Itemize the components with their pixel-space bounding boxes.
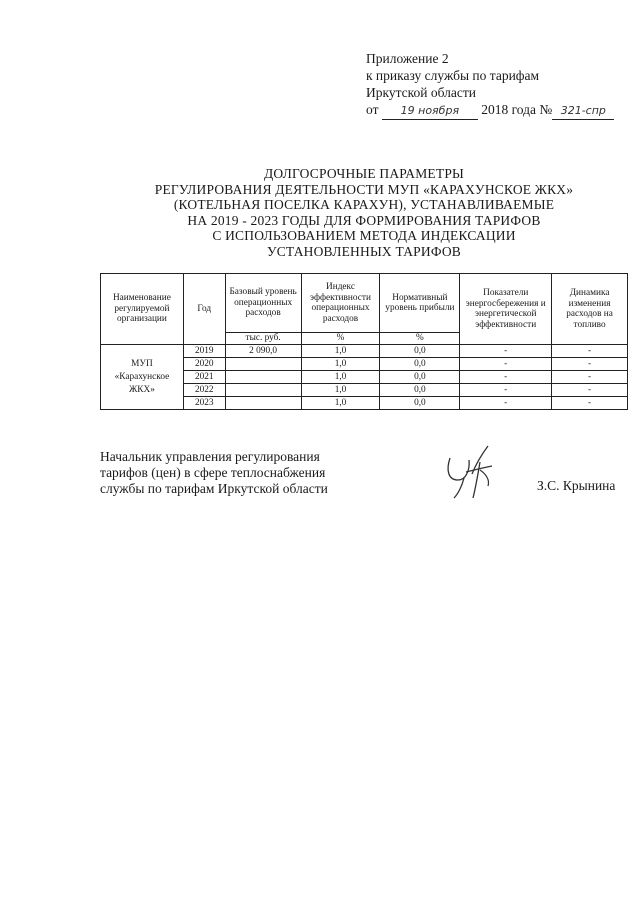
org-name-line-2: «Карахунское (114, 371, 170, 382)
header-index: Индекс эффективности операционных расходов (301, 274, 380, 333)
org-name-line-1: МУП (131, 358, 153, 369)
header-energy: Показатели энергосбережения и энергетической эффективности (460, 274, 552, 345)
date-field (382, 101, 478, 120)
signatory-block (100, 449, 328, 497)
appendix-line-3: Иркутской области (366, 85, 477, 100)
title-line-1: ДОЛГОСРОЧНЫЕ ПАРАМЕТРЫ (263, 166, 465, 181)
cell-year: 2020 (183, 358, 225, 371)
cell-profit: 0,0 (380, 371, 460, 384)
title-line-3: (КОТЕЛЬНАЯ ПОСЕЛКА КАРАХУН), УСТАНАВЛИВАЕМЫЕ (173, 197, 555, 212)
signatory-line-1: Начальник управления регулирования (100, 449, 320, 464)
cell-base (225, 397, 301, 410)
cell-energy: - (460, 384, 552, 397)
title-line-2: РЕГУЛИРОВАНИЯ ДЕЯТЕЛЬНОСТИ МУП «КАРАХУНСКОЕ ЖКХ» (154, 181, 574, 197)
unit-profit: % (380, 333, 460, 345)
cell-energy: - (460, 345, 552, 358)
cell-profit: 0,0 (380, 384, 460, 397)
header-profit: Нормативный уровень прибыли (380, 274, 460, 333)
cell-energy: - (460, 397, 552, 410)
cell-index: 1,0 (301, 384, 380, 397)
cell-fuel: - (552, 358, 628, 371)
unit-index: % (301, 333, 380, 345)
cell-energy: - (460, 358, 552, 371)
header-fuel: Динамика изменения расходов на топливо (552, 274, 628, 345)
date-prefix: от (366, 102, 379, 117)
cell-base (225, 384, 301, 397)
cell-base: 2 090,0 (225, 345, 301, 358)
parameters-table (100, 273, 628, 410)
cell-year: 2022 (183, 384, 225, 397)
cell-year: 2021 (183, 371, 225, 384)
cell-year: 2019 (183, 345, 225, 358)
header-org: Наименование регулируемой организации (101, 274, 184, 345)
cell-fuel: - (552, 397, 628, 410)
header-base: Базовый уровень операционных расходов (225, 274, 301, 333)
cell-year: 2023 (183, 397, 225, 410)
signatory-line-2: тарифов (цен) в сфере теплоснабжения (100, 465, 326, 480)
cell-energy: - (460, 371, 552, 384)
cell-profit: 0,0 (380, 345, 460, 358)
cell-index: 1,0 (301, 345, 380, 358)
number-field (552, 101, 614, 120)
cell-fuel: - (552, 345, 628, 358)
table-row (101, 345, 628, 358)
cell-fuel: - (552, 384, 628, 397)
cell-index: 1,0 (301, 371, 380, 384)
table-header-row (101, 274, 628, 333)
cell-fuel: - (552, 371, 628, 384)
title-line-5: С ИСПОЛЬЗОВАНИЕМ МЕТОДА ИНДЕКСАЦИИ (212, 228, 516, 243)
signatory-line-3: службы по тарифам Иркутской области (100, 481, 328, 496)
appendix-block (366, 50, 614, 120)
cell-index: 1,0 (301, 358, 380, 371)
number-handwritten: 321-спр (560, 104, 606, 117)
document-title (100, 166, 628, 259)
date-year: 2018 года № (481, 102, 553, 117)
appendix-date-line (366, 101, 614, 120)
handwritten-signature (436, 440, 506, 502)
title-line-4: НА 2019 - 2023 ГОДЫ ДЛЯ ФОРМИРОВАНИЯ ТАРИФОВ (187, 212, 541, 228)
signer-name: З.С. Крынина (537, 478, 616, 493)
appendix-line-2: к приказу службы по тарифам (366, 68, 540, 83)
cell-index: 1,0 (301, 397, 380, 410)
org-name-cell (101, 345, 184, 410)
cell-base (225, 371, 301, 384)
cell-base (225, 358, 301, 371)
org-name-line-3: ЖКХ» (128, 384, 155, 395)
cell-profit: 0,0 (380, 397, 460, 410)
title-line-6: УСТАНОВЛЕННЫХ ТАРИФОВ (266, 243, 462, 259)
date-handwritten: 19 ноября (400, 104, 460, 117)
unit-base: тыс. руб. (225, 333, 301, 345)
appendix-line-1: Приложение 2 (366, 51, 449, 66)
header-year: Год (183, 274, 225, 345)
cell-profit: 0,0 (380, 358, 460, 371)
